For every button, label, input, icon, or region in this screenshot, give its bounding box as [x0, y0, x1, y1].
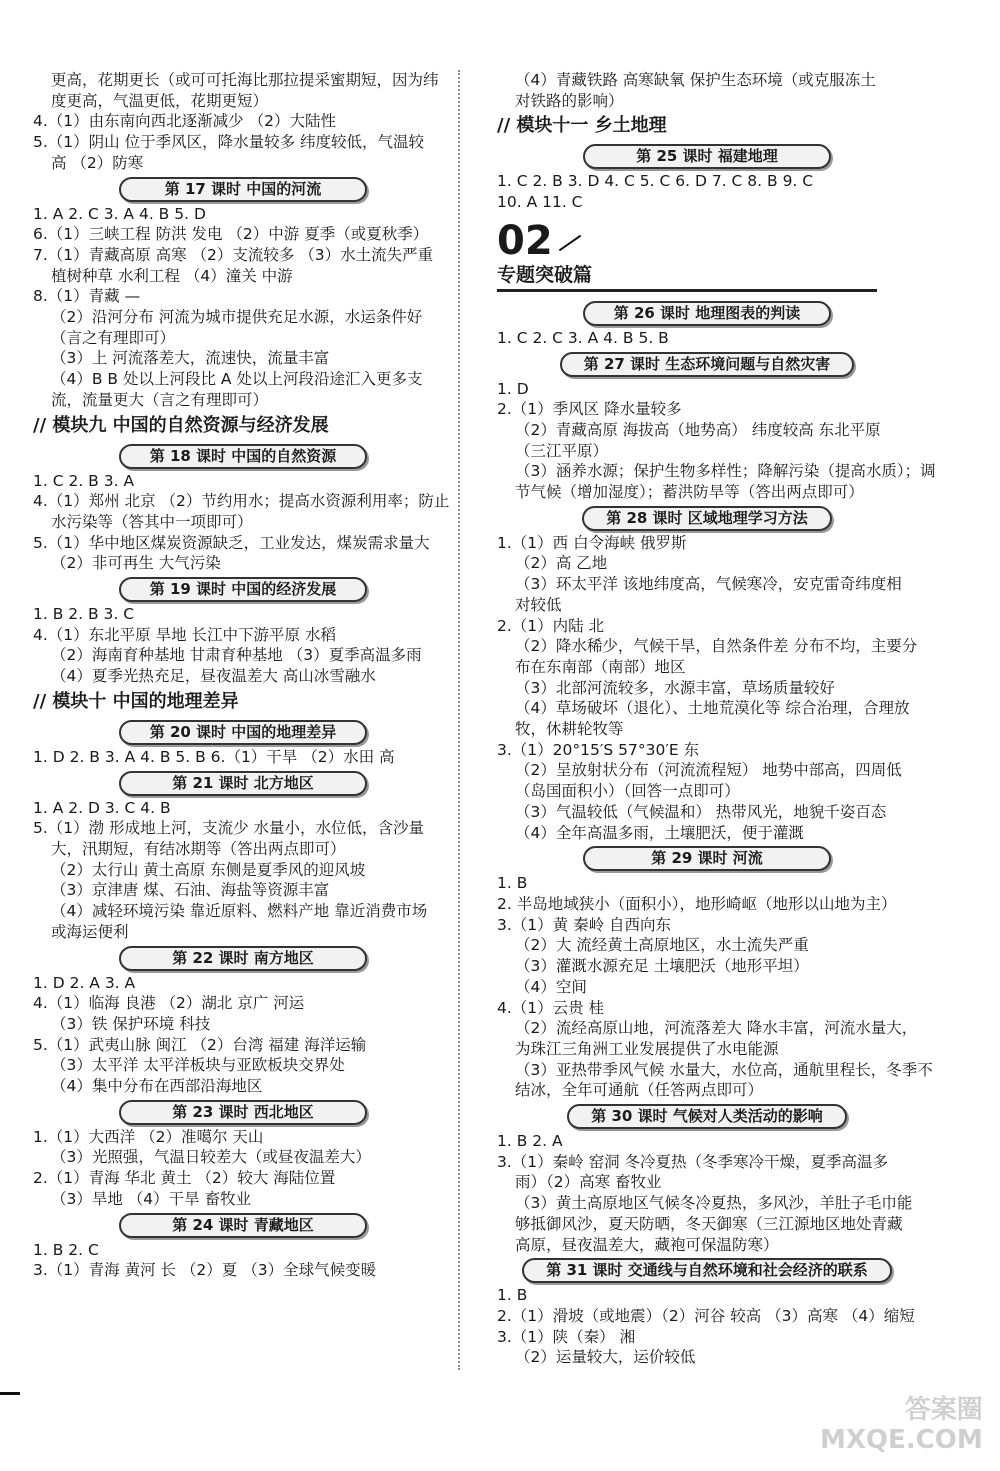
answer-line: 对较低: [515, 595, 562, 614]
pen-stroke-icon: [558, 235, 580, 252]
answer-line: （3）北部河流较多，水源丰富，草场质量较好: [515, 678, 835, 697]
answer-line: 高 （2）防寒: [51, 153, 144, 172]
lesson-header: [33, 768, 453, 798]
answer-line: （三江平原）: [515, 441, 609, 460]
answer-line: 对铁路的影响）: [515, 91, 624, 110]
column-divider: [458, 70, 460, 1370]
answer-line: 2.（1）季风区 降水量较多: [497, 400, 682, 419]
answer-line: 更高，花期更长（或可可托海比那拉提采蜜期短，因为纬: [51, 71, 439, 89]
answer-line: （4）集中分布在西部沿海地区: [51, 1077, 263, 1096]
watermark: [820, 1395, 983, 1455]
answer-line: 大，汛期短，有结冰期等（答出两点即可）: [51, 839, 346, 858]
answer-line: （2）呈放射状分布（河流流程短） 地势中部高，四周低: [515, 761, 902, 780]
answer-line: （3）灌溉水源充足 土壤肥沃（地形平坦）: [515, 957, 809, 976]
answer-line: 结冰，全年可通航（任答两点即可）: [515, 1081, 764, 1100]
answer-line: （3）旱地 （4）干旱 畜牧业: [51, 1189, 252, 1208]
answer-line: 2.（1）滑坡（或地震）（2）河谷 较高 （3）高寒 （4）缩短: [497, 1306, 915, 1325]
answer-line: （3）京津唐 煤、石油、海盐等资源丰富: [51, 881, 330, 900]
lesson-header: [497, 503, 917, 533]
answer-line: （岛国面积小）（回答一点即可）: [515, 782, 740, 801]
answer-line: 6.（1）三峡工程 防洪 发电 （2）中游 夏季（或夏秋季）: [33, 225, 429, 244]
lesson-title: 第 23 课时 西北地区: [119, 1100, 367, 1125]
answer-line: （3）环太平洋 该地纬度高，气候寒冷，安克雷奇纬度相: [515, 575, 902, 594]
answer-line: 8.（1）青藏 —: [33, 287, 141, 306]
lesson-title: 第 22 课时 南方地区: [119, 946, 367, 971]
answer-line: 水污染等（答其中一项即可）: [51, 512, 253, 531]
answer-line: （言之有理即可）: [51, 328, 176, 347]
answer-line: 5.（1）阴山 位于季风区，降水量较多 纬度较低，气温较: [33, 133, 425, 152]
answer-line: （4）B B 处以上河段比 A 处以上河段沿途汇入更多支: [51, 370, 423, 389]
answer-line: （2）太行山 黄土高原 东侧是夏季风的迎风坡: [51, 860, 366, 879]
answer-line: 或海运便利: [51, 922, 129, 941]
answer-line: 1. B: [497, 1286, 528, 1305]
answer-line: 1.（1）大西洋 （2）准噶尔 天山: [33, 1127, 264, 1146]
lesson-header: [33, 943, 453, 973]
answer-line: （4）青藏铁路 高寒缺氧 保护生态环境（或克服冻土: [515, 71, 876, 89]
lesson-title: 第 21 课时 北方地区: [119, 771, 367, 796]
answer-line: 1. D: [497, 379, 529, 398]
answer-line: （4）空间: [515, 977, 587, 996]
lesson-header: [497, 298, 917, 328]
answer-line: 1. B 2. C: [33, 1240, 99, 1259]
answer-line: 2. 半岛地域狭小（面积小），地形崎岖（地形以山地为主）: [497, 894, 897, 913]
lesson-title: 第 30 课时 气候对人类活动的影响: [567, 1104, 847, 1129]
answer-line: 布在东南部（南部）地区: [515, 657, 686, 676]
lesson-title: 第 20 课时 中国的地理差异: [119, 720, 367, 745]
section-title: 专题突破篇: [497, 263, 877, 292]
answer-line: （2）高 乙地: [515, 554, 608, 573]
answer-line: 雨）（2）高寒 畜牧业: [515, 1173, 662, 1192]
lesson-header: [497, 349, 917, 379]
lesson-title: 第 19 课时 中国的经济发展: [119, 577, 367, 602]
answer-line: 高原，昼夜温差大，藏袍可保温防寒）: [515, 1235, 779, 1254]
lesson-title: 第 25 课时 福建地理: [583, 144, 831, 169]
answer-line: （3）上 河流落差大，流速快，流量丰富: [51, 349, 330, 368]
lesson-title: 第 27 课时 生态环境问题与自然灾害: [560, 352, 855, 377]
answer-line: （2）流经高原山地，河流落差大 降水丰富，河流水量大，: [515, 1019, 918, 1038]
answer-line: （3）气温较低（气候温和） 热带风光，地貌千姿百态: [515, 802, 887, 821]
lesson-header: [497, 843, 917, 873]
watermark-line2: MXQE.COM: [820, 1425, 983, 1455]
answer-line: 1. D 2. B 3. A 4. B 5. B 6.（1）干旱 （2）水田 高: [33, 747, 395, 766]
lesson-header: [33, 574, 453, 604]
page-edge-mark: [0, 1392, 20, 1395]
answer-line: 1. D 2. A 3. A: [33, 973, 136, 992]
answer-line: 流，流量更大（言之有理即可）: [51, 390, 269, 409]
answer-line: 1. A 2. C 3. A 4. B 5. D: [33, 204, 206, 223]
lesson-header: [33, 441, 453, 471]
answer-line: （2）大 流经黄土高原地区，水土流失严重: [515, 936, 809, 955]
part-number-text: 02: [497, 217, 553, 264]
answer-line: 3.（1）陕（秦） 湘: [497, 1327, 636, 1346]
answer-line: （2）海南育种基地 甘肃育种基地 （3）夏季高温多雨: [51, 646, 422, 665]
answer-line: 3.（1）20°15′S 57°30′E 东: [497, 740, 700, 759]
answer-line: （3）亚热带季风气候 水量大，水位高，通航里程长，冬季不: [515, 1060, 933, 1079]
answer-line: 4.（1）临海 良港 （2）湖北 京广 河运: [33, 994, 305, 1013]
module-heading: // 模块九 中国的自然资源与经济发展: [33, 414, 329, 436]
answer-line: 牧，休耕轮牧等: [515, 720, 624, 739]
answer-line: 3.（1）青海 黄河 长 （2）夏 （3）全球气候变暖: [33, 1261, 377, 1280]
answer-line: 1. A 2. D 3. C 4. B: [33, 798, 171, 817]
answer-line: （2）运量较大，运价较低: [515, 1348, 696, 1367]
answer-line: 2.（1）青海 华北 黄土 （2）较大 海陆位置: [33, 1169, 336, 1188]
lesson-header: [33, 717, 453, 747]
lesson-header: [33, 174, 453, 204]
answer-line: （3）光照强，气温日较差大（或昼夜温差大）: [51, 1148, 371, 1167]
answer-line: 1. C 2. C 3. A 4. B 5. B: [497, 328, 669, 347]
answer-line: （4）草场破坏（退化）、土地荒漠化等 综合治理，合理放: [515, 699, 910, 718]
answer-line: 4.（1）云贵 桂: [497, 998, 605, 1017]
answer-line: 4.（1）郑州 北京 （2）节约用水；提高水资源利用率；防止: [33, 492, 450, 511]
lesson-title: 第 26 课时 地理图表的判读: [583, 301, 831, 326]
lesson-header: [33, 1097, 453, 1127]
answer-line: 够抵御风沙，夏天防晒，冬天御寒（三江源地区地处青藏: [515, 1214, 903, 1233]
module-heading: // 模块十一 乡土地理: [497, 115, 667, 137]
lesson-header: [497, 1255, 917, 1285]
answer-line: 4.（1）东北平原 旱地 长江中下游平原 水稻: [33, 625, 336, 644]
answer-line: 1. B 2. A: [497, 1132, 563, 1151]
answer-line: 5.（1）华中地区煤炭资源缺乏，工业发达，煤炭需求量大: [33, 533, 430, 552]
answer-line: （2）降水稀少，气候干旱，自然条件差 分布不均，主要分: [515, 637, 918, 656]
answer-line: （3）黄土高原地区气候冬冷夏热，多风沙，羊肚子毛巾能: [515, 1194, 913, 1213]
answer-line: 7.（1）青藏高原 高寒 （2）支流较多 （3）水土流失严重: [33, 245, 434, 264]
answer-line: 5.（1）渤 形成地上河，支流少 水量小，水位低，含沙量: [33, 819, 425, 838]
answer-line: 1. C 2. B 3. D 4. C 5. C 6. D 7. C 8. B 9. C: [497, 172, 814, 191]
answer-line: 3.（1）黄 秦岭 自西向东: [497, 915, 672, 934]
answer-line: 2.（1）内陆 北: [497, 616, 605, 635]
answer-line: （2）沿河分布 河流为城市提供充足水源，水运条件好: [51, 308, 423, 327]
answer-line: （3）涵养水源；保护生物多样性；降解污染（提高水质）；调: [515, 462, 936, 481]
answer-line: 1. B: [497, 874, 528, 893]
answer-line: （3）太平洋 太平洋板块与亚欧板块交界处: [51, 1056, 345, 1075]
answer-line: （4）全年高温多雨，土壤肥沃，便于灌溉: [515, 823, 804, 842]
right-column: [497, 70, 936, 1368]
left-column: [33, 70, 453, 1281]
answer-line: 为珠江三角洲工业发展提供了水电能源: [515, 1039, 779, 1058]
lesson-title: 第 28 课时 区域地理学习方法: [582, 506, 832, 531]
lesson-header: [33, 1210, 453, 1240]
answer-line: 1.（1）西 白令海峡 俄罗斯: [497, 533, 687, 552]
part-number: [497, 219, 917, 263]
answer-line: 4.（1）由东南向西北逐渐减少 （2）大陆性: [33, 112, 336, 131]
lesson-title: 第 24 课时 青藏地区: [119, 1213, 367, 1238]
answer-line: 植树种草 水利工程 （4）潼关 中游: [51, 266, 293, 285]
answer-line: 1. B 2. B 3. C: [33, 605, 135, 624]
watermark-line1: 答案圈: [904, 1395, 983, 1425]
lesson-title: 第 17 课时 中国的河流: [119, 177, 367, 202]
lesson-header: [497, 1101, 917, 1131]
answer-line: （2）青藏高原 海拔高（地势高） 纬度较高 东北平原: [515, 420, 881, 439]
answer-line: 1. C 2. B 3. A: [33, 471, 135, 490]
lesson-header: [497, 141, 917, 171]
lesson-title: 第 29 课时 河流: [583, 846, 831, 871]
lesson-title: 第 31 课时 交通线与自然环境和社会经济的联系: [522, 1258, 892, 1283]
module-heading: // 模块十 中国的地理差异: [33, 690, 239, 712]
answer-line: 5.（1）武夷山脉 闽江 （2）台湾 福建 海洋运输: [33, 1035, 367, 1054]
lesson-title: 第 18 课时 中国的自然资源: [119, 444, 367, 469]
answer-line: （4）夏季光热充足，昼夜温差大 高山冰雪融水: [51, 667, 376, 686]
answer-line: 3.（1）秦岭 窑洞 冬冷夏热（冬季寒冷干燥，夏季高温多: [497, 1152, 889, 1171]
answer-line: 10. A 11. C: [497, 193, 583, 212]
answer-line: （2）非可再生 大气污染: [51, 554, 221, 573]
answer-line: （3）铁 保护环境 科技: [51, 1014, 211, 1033]
answer-line: 节气候（增加湿度）；蓄洪防旱等（答出两点即可）: [515, 483, 864, 502]
answer-line: （4）减轻环境污染 靠近原料、燃料产地 靠近消费市场: [51, 902, 428, 921]
answer-line: 度更高，气温更低，花期更短）: [51, 91, 269, 110]
